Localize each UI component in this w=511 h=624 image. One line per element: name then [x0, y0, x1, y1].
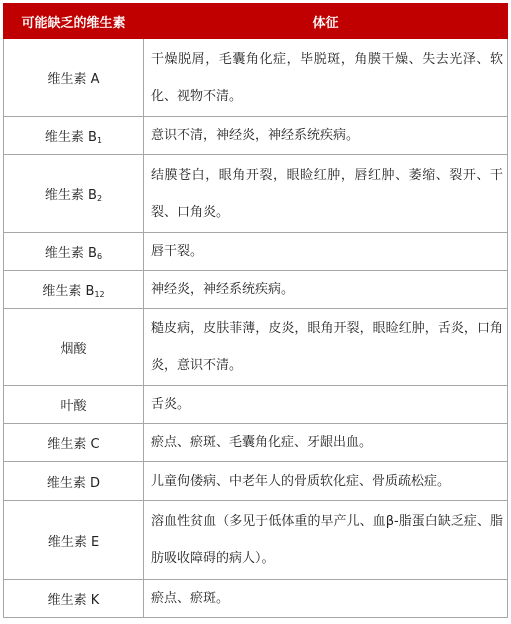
vitamin-name: 烟酸: [60, 341, 87, 357]
vitamin-subscript: 12: [94, 290, 105, 299]
vitamin-name: 维生素 A: [47, 72, 100, 87]
vitamin-name-cell: [4, 309, 144, 386]
vitamin-name: 维生素 C: [47, 437, 100, 452]
vitamin-name-cell: [4, 462, 144, 501]
symptoms-cell: 神经炎，神经系统疾病。: [144, 271, 508, 309]
symptoms-cell: 唇干裂。: [144, 233, 508, 271]
table-row: [4, 462, 508, 501]
table-row: [4, 39, 508, 117]
table-row: [4, 271, 508, 309]
vitamin-subscript: 2: [96, 194, 103, 203]
table-row: [4, 580, 508, 618]
vitamin-name-cell: [4, 117, 144, 155]
vitamin-name: 维生素 K: [47, 593, 100, 608]
symptoms-cell: 结膜苍白，眼角开裂，眼睑红肿，唇红肿、萎缩、裂开、干裂、口角炎。: [144, 155, 508, 233]
table-row: [4, 117, 508, 155]
vitamin-name-cell: [4, 501, 144, 580]
table-row: [4, 386, 508, 424]
symptoms-cell: 儿童佝偻病、中老年人的骨质软化症、骨质疏松症。: [144, 462, 508, 501]
vitamin-name: 维生素 B: [44, 130, 97, 145]
vitamin-name: 维生素 D: [46, 475, 101, 491]
symptoms-cell: 意识不清，神经炎，神经系统疾病。: [144, 117, 508, 155]
vitamin-name-cell: [4, 271, 144, 309]
vitamin-name-cell: [4, 580, 144, 618]
symptoms-cell: 溶血性贫血（多见于低体重的早产儿、血β-脂蛋白缺乏症、脂肪吸收障碍的病人）。: [144, 501, 508, 580]
vitamin-name-cell: [4, 155, 144, 233]
table-header-row: [4, 4, 508, 39]
vitamin-name: 维生素 E: [47, 534, 100, 550]
symptoms-cell: 舌炎。: [144, 386, 508, 424]
vitamin-name-cell: [4, 39, 144, 117]
symptoms-cell: 瘀点、瘀斑。: [144, 580, 508, 618]
vitamin-name: 维生素 B: [44, 246, 97, 261]
vitamin-name-cell: [4, 233, 144, 271]
table-row: [4, 501, 508, 580]
symptoms-cell: 干燥脱屑，毛囊角化症，毕脱斑，角膜干燥、失去光泽、软化、视物不清。: [144, 39, 508, 117]
symptoms-cell: 糙皮病，皮肤菲薄，皮炎，眼角开裂，眼睑红肿，舌炎，口角炎，意识不清。: [144, 309, 508, 386]
header-vitamin: 可能缺乏的维生素: [4, 4, 144, 39]
table-row: [4, 233, 508, 271]
symptoms-cell: 瘀点、瘀斑、毛囊角化症、牙龈出血。: [144, 424, 508, 462]
vitamin-name-cell: [4, 424, 144, 462]
vitamin-name-cell: [4, 386, 144, 424]
vitamin-deficiency-table: [3, 3, 508, 618]
header-symptoms: 体征: [144, 4, 508, 39]
vitamin-subscript: 6: [96, 252, 103, 261]
vitamin-name: 叶酸: [60, 399, 87, 414]
vitamin-deficiency-table-container: [3, 3, 508, 618]
vitamin-subscript: 1: [96, 136, 103, 145]
vitamin-name: 维生素 B: [42, 284, 95, 299]
vitamin-name: 维生素 B: [44, 188, 97, 203]
table-row: [4, 424, 508, 462]
table-row: [4, 155, 508, 233]
table-row: [4, 309, 508, 386]
